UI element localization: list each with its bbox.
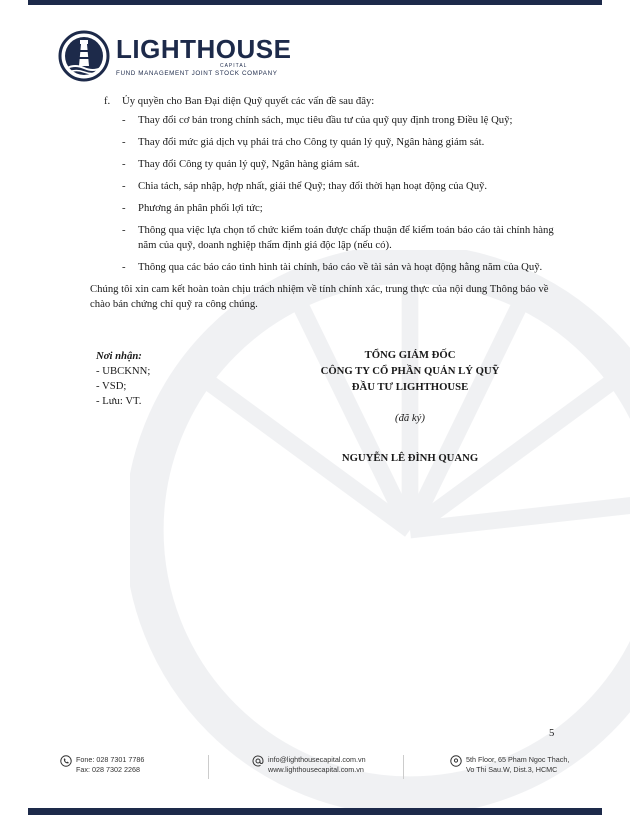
lighthouse-logo-icon: [58, 30, 110, 82]
signer-role: TỔNG GIÁM ĐỐC: [364, 349, 456, 361]
list-item-text: Thông qua việc lựa chọn tổ chức kiểm toán được chấp thuận để kiểm toán báo cáo tài chính hàng năm của quỹ, doanh nghiệp thẩm định giá độc lập (nếu có).: [138, 224, 554, 251]
recipient-line: - Lưu: VT.: [96, 395, 142, 407]
logo-name: LIGHTHOUSE: [116, 33, 292, 64]
footer-website[interactable]: www.lighthousecapital.com.vn: [268, 765, 364, 774]
recipient-line: - UBCKNN;: [96, 365, 151, 377]
section-f-marker: f.: [104, 95, 111, 107]
section-f: [104, 94, 560, 109]
email-at-icon: [252, 755, 264, 767]
authorization-list: [90, 113, 560, 275]
logo-capital: CAPITAL: [219, 62, 248, 69]
recipients-title: Nơi nhận:: [96, 350, 142, 362]
location-pin-icon: [450, 755, 462, 767]
company-logo: [58, 30, 291, 82]
list-item-text: Thay đổi mức giá dịch vụ phải trả cho Công ty quản lý quỹ, Ngân hàng giám sát.: [138, 136, 485, 148]
list-item: - Phương án phân phối lợi tức;: [122, 201, 560, 216]
footer-contact-web: [252, 755, 366, 775]
footer-email[interactable]: info@lighthousecapital.com.vn: [268, 755, 366, 764]
signer-name: NGUYỄN LÊ ĐÌNH QUANG: [341, 452, 479, 464]
list-item-text: Thay đổi cơ bản trong chính sách, mục tiêu đầu tư của quỹ quy định trong Điều lệ Quỹ;: [138, 114, 513, 126]
signed-note: (đã ký): [395, 412, 425, 424]
footer-divider: [403, 755, 404, 779]
signer-company-line1: CÔNG TY CỔ PHẦN QUẢN LÝ QUỸ: [320, 365, 500, 377]
list-item: - Thay đổi Công ty quản lý quỹ, Ngân hàng giám sát.: [122, 157, 560, 172]
footer-address-line1: 5th Floor, 65 Pham Ngoc Thach,: [466, 755, 570, 764]
phone-icon: [60, 755, 72, 767]
recipient-line: - VSD;: [96, 380, 127, 392]
list-item-text: Thông qua các báo cáo tình hình tài chính, báo cáo về tài sản và hoạt động hằng năm của Quỹ.: [138, 261, 543, 273]
footer-phone: Fone: 028 7301 7786: [76, 755, 145, 764]
commitment-paragraph: Chúng tôi xin cam kết hoàn toàn chịu trách nhiệm về tính chính xác, trung thực của nội dung Thông báo về chào bán chứng chỉ quỹ ra công chúng.: [90, 283, 549, 310]
footer-address-line2: Vo Thi Sau.W, Dist.3, HCMC: [466, 765, 558, 774]
page-footer: [60, 755, 580, 783]
lighthouse-watermark-icon: [130, 250, 630, 810]
footer-fax: Fax: 028 7302 2268: [76, 765, 140, 774]
list-item: - Thông qua các báo cáo tình hình tài chính, báo cáo về tài sản và hoạt động hằng năm của Quỹ.: [122, 260, 560, 275]
list-item-text: Thay đổi Công ty quản lý quỹ, Ngân hàng giám sát.: [138, 158, 360, 170]
signature-block: [270, 347, 550, 466]
list-item: - Chia tách, sáp nhập, hợp nhất, giải thể Quỹ; thay đổi thời hạn hoạt động của Quỹ.: [122, 179, 560, 194]
list-item-text: Phương án phân phối lợi tức;: [138, 202, 263, 214]
section-f-text: Ủy quyền cho Ban Đại diện Quỹ quyết các vấn đề sau đây:: [122, 95, 375, 107]
logo-subtitle: FUND MANAGEMENT JOINT STOCK COMPANY: [116, 69, 278, 77]
list-item: - Thông qua việc lựa chọn tổ chức kiểm toán được chấp thuận để kiểm toán báo cáo tài chính hàng năm của quỹ, doanh nghiệp thẩm định giá độc lập (nếu có).: [122, 223, 560, 253]
top-border-bar: [28, 0, 602, 5]
footer-divider: [208, 755, 209, 779]
footer-contact-phone: [60, 755, 144, 775]
list-item: - Thay đổi mức giá dịch vụ phải trả cho Công ty quản lý quỹ, Ngân hàng giám sát.: [122, 135, 560, 150]
list-item: - Thay đổi cơ bản trong chính sách, mục tiêu đầu tư của quỹ quy định trong Điều lệ Quỹ;: [122, 113, 560, 128]
document-body: [90, 94, 560, 312]
signer-company-line2: ĐẦU TƯ LIGHTHOUSE: [351, 381, 469, 393]
page-number: 5: [549, 727, 555, 739]
footer-contact-address: [450, 755, 569, 775]
recipients-block: [96, 349, 150, 409]
bottom-border-bar: [28, 808, 602, 815]
list-item-text: Chia tách, sáp nhập, hợp nhất, giải thể Quỹ; thay đổi thời hạn hoạt động của Quỹ.: [138, 180, 488, 192]
